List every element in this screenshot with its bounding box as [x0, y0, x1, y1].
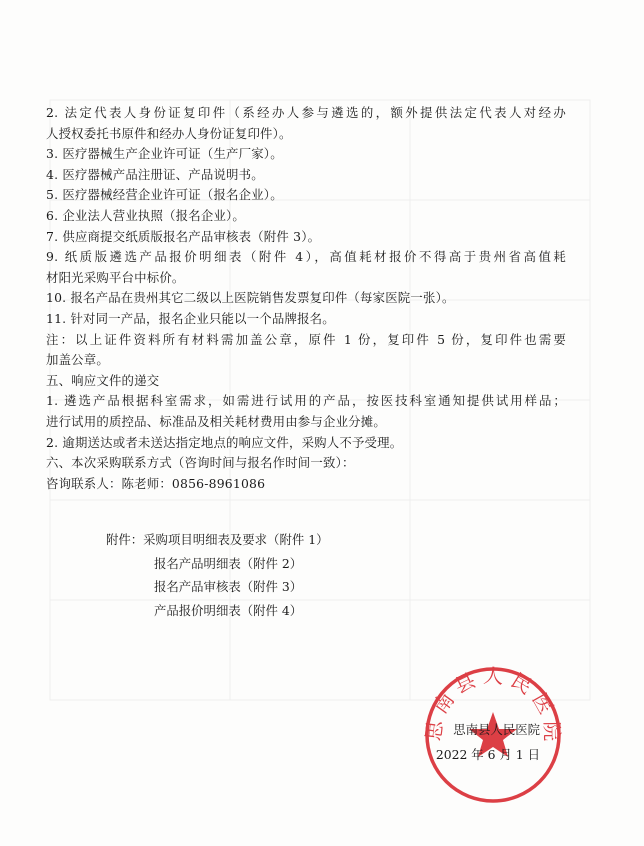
attachment-4: 产品报价明细表（附件 4）: [154, 602, 303, 618]
item-2-line-2: 人授权委托书原件和经办人身份证复印件）。: [46, 125, 292, 141]
item-4: 4. 医疗器械产品注册证、产品说明书。: [46, 166, 264, 182]
attachment-2: 报名产品明细表（附件 2）: [154, 555, 303, 571]
item-2: [46, 103, 566, 144]
section-5-item-2: 2. 逾期送达或者未送达指定地点的响应文件，采购人不予受理。: [46, 434, 403, 450]
attachment-1-text: 采购项目明细表及要求（附件 1）: [143, 532, 329, 547]
seal-text: 思南县人民医院: [420, 663, 565, 748]
note-line-1: 注：以上证件资料所有材料需加盖公章，原件 1 份，复印件 5 份，复印件也需要: [46, 331, 566, 347]
contact-line: 咨询联系人：陈老师：0856-8961086: [46, 475, 266, 491]
item-6: 6. 企业法人营业执照（报名企业）。: [46, 207, 246, 223]
item-3: 3. 医疗器械生产企业许可证（生产厂家）。: [46, 146, 283, 162]
item-11: 11. 针对同一产品，报名企业只能以一个品牌报名。: [46, 310, 335, 326]
item-7: 7. 供应商提交纸质版报名产品审核表（附件 3）。: [46, 228, 321, 244]
attachment-3: 报名产品审核表（附件 3）: [154, 579, 303, 594]
section-5-item-1-line-1: 1. 遴选产品根据科室需求，如需进行试用的产品，按医技科室通知提供试用样品；: [46, 393, 566, 409]
signature-block: [430, 717, 540, 767]
section-5-item-1: [46, 391, 566, 432]
signing-date: 2022 年 6 月 1 日: [435, 747, 540, 762]
item-10: 10. 报名产品在贵州其它二级以上医院销售发票复印件（每家医院一张）。: [46, 290, 455, 306]
section-5-item-1-line-2: 进行试用的质控品、标准品及相关耗材费用由参与企业分摊。: [46, 413, 386, 429]
item-2-line-1: 2. 法定代表人身份证复印件（系经办人参与遴选的，额外提供法定代表人对经办: [46, 105, 566, 120]
requirements-list: [46, 103, 566, 494]
attachment-1: [106, 528, 328, 552]
item-9-line-2: 材阳光采购平台中标价。: [46, 269, 185, 285]
item-5: 5. 医疗器械经营企业许可证（报名企业）。: [46, 187, 283, 203]
item-9-line-1: 9. 纸质版遴选产品报价明细表（附件 4），高值耗材报价不得高于贵州省高值耗: [46, 249, 566, 265]
section-5-heading: 五、响应文件的递交: [46, 372, 160, 388]
item-9: [46, 247, 566, 288]
attachments-label: 附件：: [106, 532, 144, 547]
note-line-2: 加盖公章。: [46, 352, 109, 368]
attachments-block: [106, 528, 328, 622]
section-6-heading: 六、本次采购联系方式（咨询时间与报名作时间一致）：: [46, 455, 355, 471]
signing-organization: 思南县人民医院: [453, 722, 540, 737]
note: [46, 330, 566, 371]
